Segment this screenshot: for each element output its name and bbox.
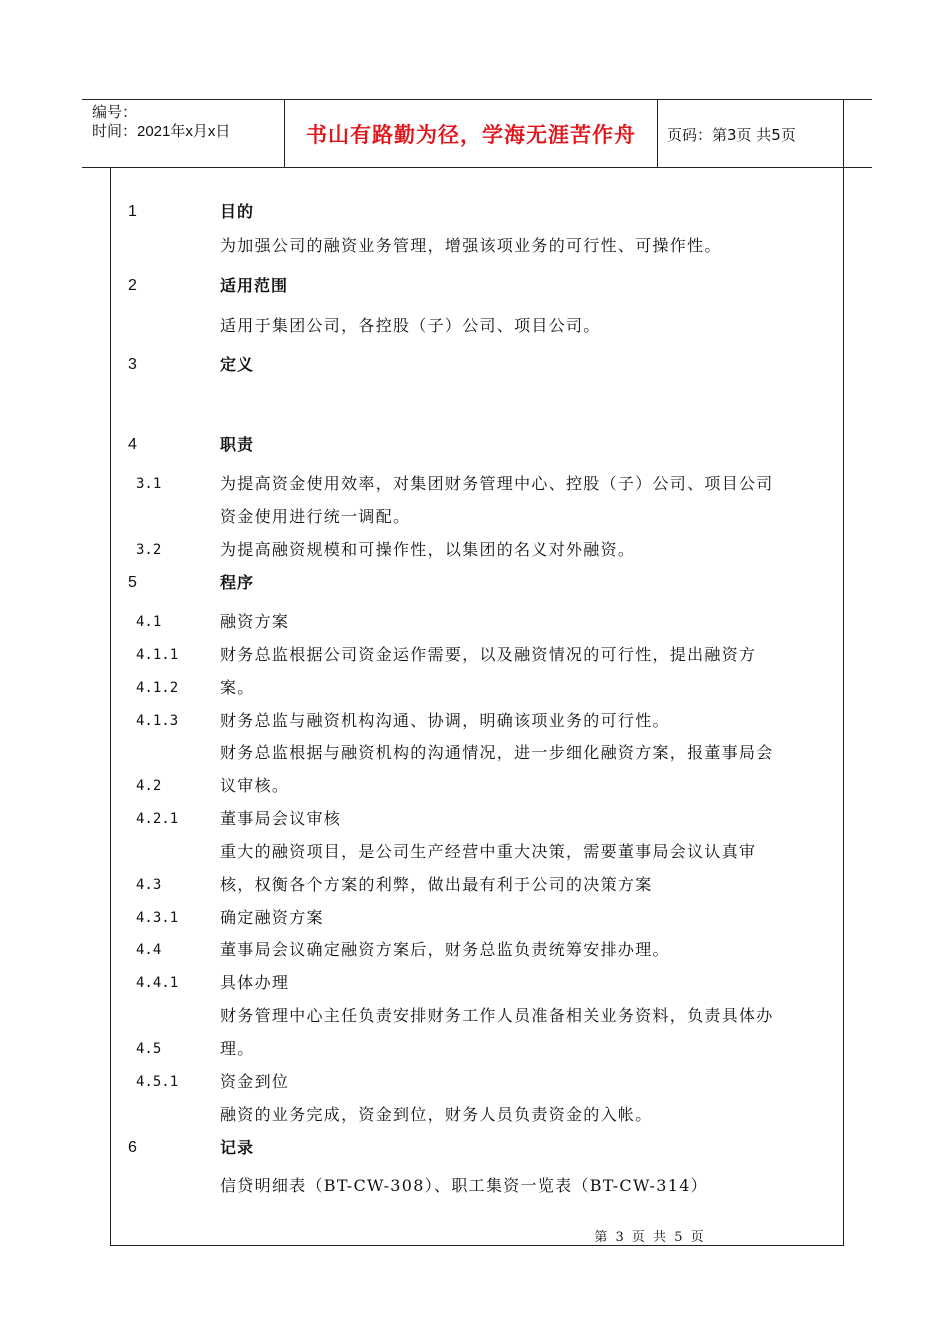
body-bottom-border: [110, 1245, 844, 1246]
clause-number: 3.1: [136, 476, 162, 492]
body-right-border: [843, 167, 844, 1245]
section-number: 4: [128, 436, 137, 453]
document-date-label: 时间：2021年x月x日: [92, 123, 231, 140]
clause-number: 4.2: [136, 778, 162, 794]
clause-text: 董事局会议审核: [220, 809, 342, 828]
page-footer: 第 3 页 共 5 页: [594, 1230, 706, 1245]
clause-text: 财务管理中心主任负责安排财务工作人员准备相关业务资料，负责具体办: [220, 1006, 774, 1025]
clause-number: 4.5: [136, 1041, 162, 1057]
section-title-definition: 定义: [220, 355, 255, 374]
section-number: 5: [128, 574, 137, 591]
clause-text: 财务总监根据与融资机构的沟通情况，进一步细化融资方案，报董事局会: [220, 743, 774, 762]
section-title-records: 记录: [220, 1138, 255, 1157]
clause-text: 核，权衡各个方案的利弊，做出最有利于公司的决策方案: [220, 875, 653, 894]
section-title-procedure: 程序: [220, 573, 255, 592]
section-title-duties: 职责: [220, 435, 255, 454]
clause-number: 4.3.1: [136, 910, 179, 926]
clause-text: 融资方案: [220, 612, 290, 631]
body-left-border: [110, 167, 111, 1245]
clause-text: 具体办理: [220, 973, 290, 992]
purpose-text: 为加强公司的融资业务管理，增强该项业务的可行性、可操作性。: [220, 236, 722, 255]
clause-text: 重大的融资项目，是公司生产经营中重大决策，需要董事局会议认真审: [220, 842, 757, 861]
clause-number: 4.1.1: [136, 647, 179, 663]
clause-text: 理。: [220, 1039, 255, 1058]
header-motto: 书山有路勤为径，学海无涯苦作舟: [306, 123, 636, 147]
section-number: 2: [128, 277, 137, 294]
header-bottom-border: [82, 167, 872, 168]
clause-text: 财务总监根据公司资金运作需要，以及融资情况的可行性，提出融资方: [220, 645, 757, 664]
section-number: 6: [128, 1139, 137, 1156]
section-number: 1: [128, 203, 137, 220]
clause-text: 议审核。: [220, 776, 290, 795]
header-divider-1: [284, 99, 285, 167]
clause-text: 资金使用进行统一调配。: [220, 507, 411, 526]
section-title-purpose: 目的: [220, 202, 255, 221]
header-divider-2: [657, 99, 658, 167]
clause-text: 案。: [220, 678, 255, 697]
section-number: 3: [128, 356, 137, 373]
clause-number: 3.2: [136, 542, 162, 558]
clause-text: 融资的业务完成，资金到位，财务人员负责资金的入帐。: [220, 1105, 653, 1124]
clause-number: 4.2.1: [136, 811, 179, 827]
clause-number: 4.4.1: [136, 975, 179, 991]
section-title-scope: 适用范围: [220, 276, 289, 295]
header-top-border: [82, 99, 872, 100]
clause-number: 4.3: [136, 877, 162, 893]
document-code-label: 编号：: [92, 104, 138, 121]
scope-text: 适用于集团公司，各控股（子）公司、项目公司。: [220, 316, 601, 335]
clause-text: 董事局会议确定融资方案后，财务总监负责统筹安排办理。: [220, 940, 670, 959]
clause-text: 财务总监与融资机构沟通、协调，明确该项业务的可行性。: [220, 711, 670, 730]
clause-text: 为提高资金使用效率，对集团财务管理中心、控股（子）公司、项目公司: [220, 474, 774, 493]
clause-number: 4.1.3: [136, 713, 179, 729]
header-page-info: 页码：第3页 共5页: [667, 125, 796, 144]
clause-number: 4.1.2: [136, 680, 179, 696]
clause-text: 确定融资方案: [220, 908, 324, 927]
records-text: 信贷明细表（BT-CW-308）、职工集资一览表（BT-CW-314）: [220, 1176, 708, 1195]
clause-number: 4.1: [136, 614, 162, 630]
header-divider-3: [843, 99, 844, 167]
clause-number: 4.5.1: [136, 1074, 179, 1090]
header-meta: [92, 103, 230, 141]
clause-text: 为提高融资规模和可操作性，以集团的名义对外融资。: [220, 540, 636, 559]
clause-number: 4.4: [136, 942, 162, 958]
clause-text: 资金到位: [220, 1072, 290, 1091]
